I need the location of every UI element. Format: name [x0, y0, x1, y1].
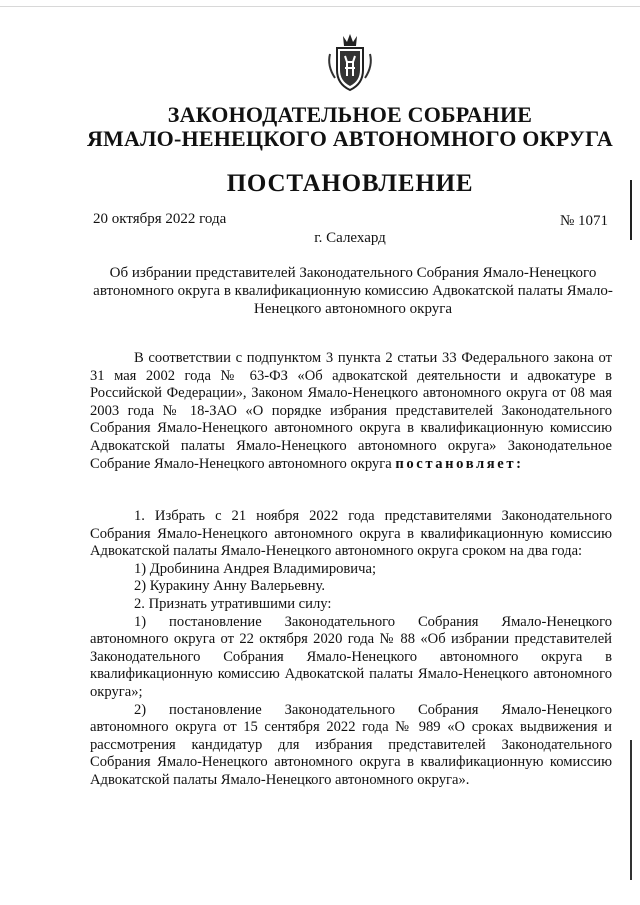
- point-2: 2. Признать утратившими силу:: [134, 595, 332, 612]
- org-name-line2: ЯМАЛО-НЕНЕЦКОГО АВТОНОМНОГО ОКРУГА: [86, 126, 614, 151]
- document-type: ПОСТАНОВЛЕНИЕ: [226, 170, 474, 197]
- preamble-text: В соответствии с подпунктом 3 пункта 2 статьи 33 Федерального закона от 31 мая 2002 года № 63-ФЗ «Об адвокатской деятельности и адвокатуре в Российской Федерации», Законом Ямало-Ненецкого автономного округа от 08 мая 2003 года № 18-ЗАО «О порядке избрания представителей Законодательного Собрания Ямало-Ненецкого автономного округа в квалификационную комиссию Адвокатской палаты Ямало-Ненецкого автономного округа» Законодательное Собрание Ямало-Ненецкого автономного округа: [90, 350, 612, 472]
- preamble: [90, 350, 612, 473]
- scan-edge-right-lower: [630, 740, 632, 880]
- point-1: 1. Избрать с 21 ноября 2022 года представителями Законодательного Собрания Ямало-Ненецкого автономного округа в квалификационную комиссию Адвокатской палаты Ямало-Ненецкого автономного округа сроком на два года:: [90, 508, 612, 560]
- point-1-item-2: 2) Куракину Анну Валерьевну.: [134, 578, 325, 595]
- document-date: 20 октября 2022 года: [93, 211, 227, 227]
- point-2-item-2: 2) постановление Законодательного Собрания Ямало-Ненецкого автономного округа от 15 сентября 2022 года № 989 «О сроках выдвижения и рассмотрения кандидатур для избрания представителей Законодательного Собрания Ямало-Ненецкого автономного округа в квалификационную комиссию Адвокатской палаты Ямало-Ненецкого автономного округа».: [90, 701, 612, 788]
- resolution-points: [90, 508, 612, 790]
- point-1-item-1: 1) Дробинина Андрея Владимировича;: [134, 560, 376, 577]
- point-2-item-1: 1) постановление Законодательного Собрания Ямало-Ненецкого автономного округа от 22 октября 2020 года № 88 «Об избрании представителей Законодательного Собрания Ямало-Ненецкого автономного округа в квалификационную комиссию Адвокатской палаты Ямало-Ненецкого автономного округа»;: [90, 613, 612, 700]
- document-number: № 1071: [560, 213, 609, 229]
- coat-of-arms-icon: [325, 32, 375, 92]
- document-city: г. Салехард: [314, 230, 386, 246]
- org-name-line1: ЗАКОНОДАТЕЛЬНОЕ СОБРАНИЕ: [167, 102, 533, 127]
- document-subject: Об избрании представителей Законодательного Собрания Ямало-Ненецкого автономного округа в квалификационную комиссию Адвокатской палаты Ямало-Ненецкого автономного округа: [93, 265, 613, 317]
- scan-edge-top: [0, 0, 640, 7]
- resolves-word: постановляет:: [395, 455, 524, 472]
